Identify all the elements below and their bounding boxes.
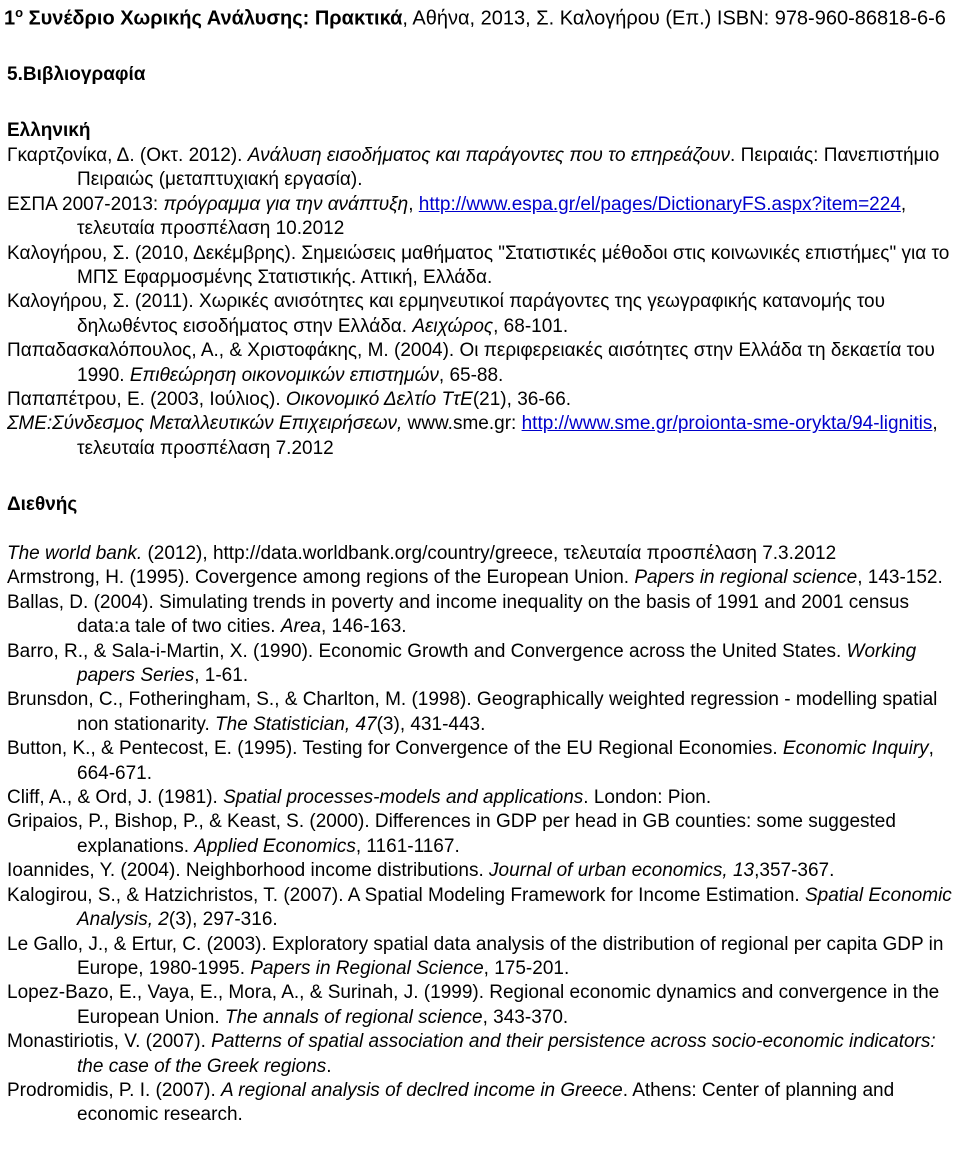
reference-title: The Statistician, 47 bbox=[215, 713, 377, 735]
header-title: Συνέδριο Χωρικής Ανάλυσης: Πρακτικά bbox=[23, 7, 403, 30]
intl-reference-list bbox=[7, 542, 954, 1128]
reference-title: Οικονομικό Δελτίο ΤτΕ bbox=[285, 389, 473, 411]
reference-entry bbox=[7, 737, 954, 786]
reference-text: , 1-61. bbox=[194, 665, 249, 687]
reference-link[interactable]: http://www.sme.gr/proionta-sme-orykta/94-lignitis bbox=[521, 413, 933, 435]
reference-authors: Γκαρτζονίκα, Δ. (Οκτ. 2012). bbox=[7, 145, 248, 166]
reference-text: , 146-163. bbox=[320, 616, 407, 638]
reference-title: Economic Inquiry bbox=[782, 738, 929, 760]
reference-entry bbox=[7, 591, 954, 640]
reference-entry bbox=[7, 290, 954, 339]
greek-reference-list bbox=[7, 144, 954, 461]
section-title: 5.Βιβλιογραφία bbox=[7, 64, 146, 85]
reference-entry bbox=[7, 1030, 954, 1079]
reference-authors: Cliff, A., & Ord, J. (1981). bbox=[7, 787, 224, 809]
reference-text: (21), 36-66. bbox=[472, 389, 572, 411]
reference-authors: Παπαπέτρου, Ε. (2003, Ιούλιος). bbox=[7, 389, 286, 411]
reference-text: , bbox=[408, 193, 419, 215]
reference-entry bbox=[7, 786, 954, 810]
reference-authors: Παπαδασκαλόπουλος, Α., & Χριστοφάκης, Μ. (2004). Οι περιφερειακές αισότητες στην Ελλάδα τη δεκαετία του 1990. bbox=[7, 340, 935, 386]
reference-title: The world bank. bbox=[7, 543, 143, 564]
reference-text: , 343-370. bbox=[482, 1006, 569, 1028]
reference-title: ΣΜΕ:Σύνδεσμος Μεταλλευτικών Επιχειρήσεων, bbox=[7, 413, 403, 435]
reference-entry bbox=[7, 1079, 954, 1128]
reference-authors: Lopez-Bazo, E., Vaya, E., Mora, A., & Surinah, J. (1999). Regional economic dynamics and convergence in the European Union. bbox=[7, 982, 940, 1028]
reference-text: . Athens: Center of planning and economic research. bbox=[77, 1079, 895, 1126]
reference-access: , τελευταία προσπέλαση 10.2012 bbox=[77, 193, 907, 240]
reference-title: Area bbox=[280, 616, 321, 638]
reference-title: Ανάλυση εισοδήματος και παράγοντες που το επηρεάζουν bbox=[247, 145, 731, 166]
running-header bbox=[4, 0, 960, 32]
reference-authors: ΕΣΠΑ 2007-2013: bbox=[7, 193, 164, 215]
reference-authors: Ballas, D. (2004). Simulating trends in poverty and income inequality on the basis of 1991 and 2001 census data:a tale of two cities. bbox=[7, 591, 909, 638]
reference-entry bbox=[7, 981, 954, 1030]
reference-authors: Barro, R., & Sala-i-Martin, X. (1990). Economic Growth and Convergence across the United States. bbox=[7, 640, 847, 662]
reference-title: Applied Economics bbox=[194, 835, 356, 857]
reference-entry bbox=[7, 640, 954, 689]
reference-authors: Kalogirou, S., & Hatzichristos, T. (2007). A Spatial Modeling Framework for Income Estimation. bbox=[7, 884, 805, 906]
reference-text: ,357-367. bbox=[754, 860, 835, 882]
intl-heading: Διεθνής bbox=[7, 494, 78, 515]
reference-authors: Gripaios, P., Bishop, P., & Keast, S. (2000). Differences in GDP per head in GB counties: some suggested explanations. bbox=[7, 811, 896, 857]
reference-text: , 664-671. bbox=[77, 738, 934, 784]
reference-title: πρόγραμμα για την ανάπτυξη bbox=[163, 193, 409, 215]
reference-title: Αειχώρος bbox=[412, 315, 494, 337]
reference-authors: Armstrong, H. (1995). Covergence among regions of the European Union. bbox=[7, 567, 635, 589]
reference-text: (2012), http://data.worldbank.org/country/greece, τελευταία προσπέλαση 7.3.2012 bbox=[142, 543, 837, 564]
reference-text: , 1161-1167. bbox=[355, 835, 460, 857]
reference-entry bbox=[7, 884, 954, 933]
reference-entry bbox=[7, 810, 954, 859]
reference-entry bbox=[7, 688, 954, 737]
reference-entry bbox=[7, 193, 954, 242]
reference-authors: Button, K., & Pentecost, E. (1995). Testing for Convergence of the EU Regional Economies. bbox=[7, 738, 783, 760]
greek-heading: Ελληνική bbox=[7, 120, 91, 141]
reference-text: , 68-101. bbox=[493, 315, 569, 337]
reference-text: (3), 431-443. bbox=[376, 713, 486, 735]
reference-title: Papers in Regional Science bbox=[250, 957, 484, 979]
reference-entry bbox=[7, 933, 954, 982]
header-ordinal: ο bbox=[15, 5, 24, 20]
reference-entry bbox=[7, 339, 954, 388]
reference-title: Journal of urban economics, 13 bbox=[489, 860, 755, 882]
reference-text: www.sme.gr: bbox=[402, 413, 522, 435]
reference-entry bbox=[7, 412, 954, 461]
reference-text: , 143-152. bbox=[857, 567, 943, 589]
reference-authors: Prodromidis, P. I. (2007). bbox=[7, 1079, 222, 1101]
reference-text: . Πειραιάς: Πανεπιστήμιο Πειραιώς (μεταπτυχιακή εργασία). bbox=[77, 145, 940, 191]
reference-text: . bbox=[326, 1055, 332, 1077]
header-number: 1 bbox=[4, 7, 16, 30]
reference-entry bbox=[7, 388, 954, 412]
reference-title: Patterns of spatial association and their persistence across socio-economic indicators: the case of the Greek regions bbox=[77, 1031, 936, 1077]
reference-text: , 65-88. bbox=[438, 364, 504, 386]
reference-entry bbox=[7, 859, 954, 883]
reference-authors: Le Gallo, J., & Ertur, C. (2003). Exploratory spatial data analysis of the distribution of regional per capita GDP in Europe, 1980-1995. bbox=[7, 933, 944, 979]
reference-text: (3), 297-316. bbox=[168, 909, 278, 931]
reference-entry bbox=[7, 242, 954, 291]
reference-entry bbox=[7, 144, 954, 193]
reference-access: , τελευταία προσπέλαση 7.2012 bbox=[77, 413, 938, 459]
header-details: , Αθήνα, 2013, Σ. Καλογήρου (Επ.) ISBN: 978-960-86818-6-6 bbox=[402, 7, 946, 30]
reference-link[interactable]: http://www.espa.gr/el/pages/DictionaryFS.aspx?item=224 bbox=[418, 193, 901, 215]
reference-authors: Brunsdon, C., Fotheringham, S., & Charlton, M. (1998). Geographically weighted regression - modelling spatial non stationarity. bbox=[7, 689, 938, 735]
reference-authors: Καλογήρου, Σ. (2010, Δεκέμβρης). Σημειώσεις μαθήματος "Στατιστικές μέθοδοι στις κοινωνικές επιστήμες" για το ΜΠΣ Εφαρμοσμένης Στατιστικής. Αττική, Ελλάδα. bbox=[7, 242, 950, 289]
reference-entry bbox=[7, 542, 954, 566]
reference-authors: Ioannides, Y. (2004). Neighborhood income distributions. bbox=[7, 860, 489, 882]
reference-text: . London: Pion. bbox=[583, 787, 712, 809]
reference-text: , 175-201. bbox=[483, 957, 570, 979]
reference-title: Spatial processes-models and applications bbox=[223, 787, 584, 809]
reference-authors: Monastiriotis, V. (2007). bbox=[7, 1031, 212, 1053]
reference-title: Επιθεώρηση οικονομικών επιστημών bbox=[129, 364, 439, 386]
reference-authors: Καλογήρου, Σ. (2011). Χωρικές ανισότητες και ερμηνευτικοί παράγοντες της γεωγραφικής κατανομής του δηλωθέντος εισοδήματος στην Ελλάδα. bbox=[7, 291, 886, 337]
reference-title: A regional analysis of declred income in Greece bbox=[221, 1079, 623, 1101]
reference-title: Papers in regional science bbox=[634, 567, 858, 589]
reference-entry bbox=[7, 566, 954, 590]
reference-title: The annals of regional science bbox=[224, 1006, 483, 1028]
reference-title: Spatial Economic Analysis, 2 bbox=[77, 884, 952, 931]
reference-title: Working papers Series bbox=[77, 640, 917, 687]
